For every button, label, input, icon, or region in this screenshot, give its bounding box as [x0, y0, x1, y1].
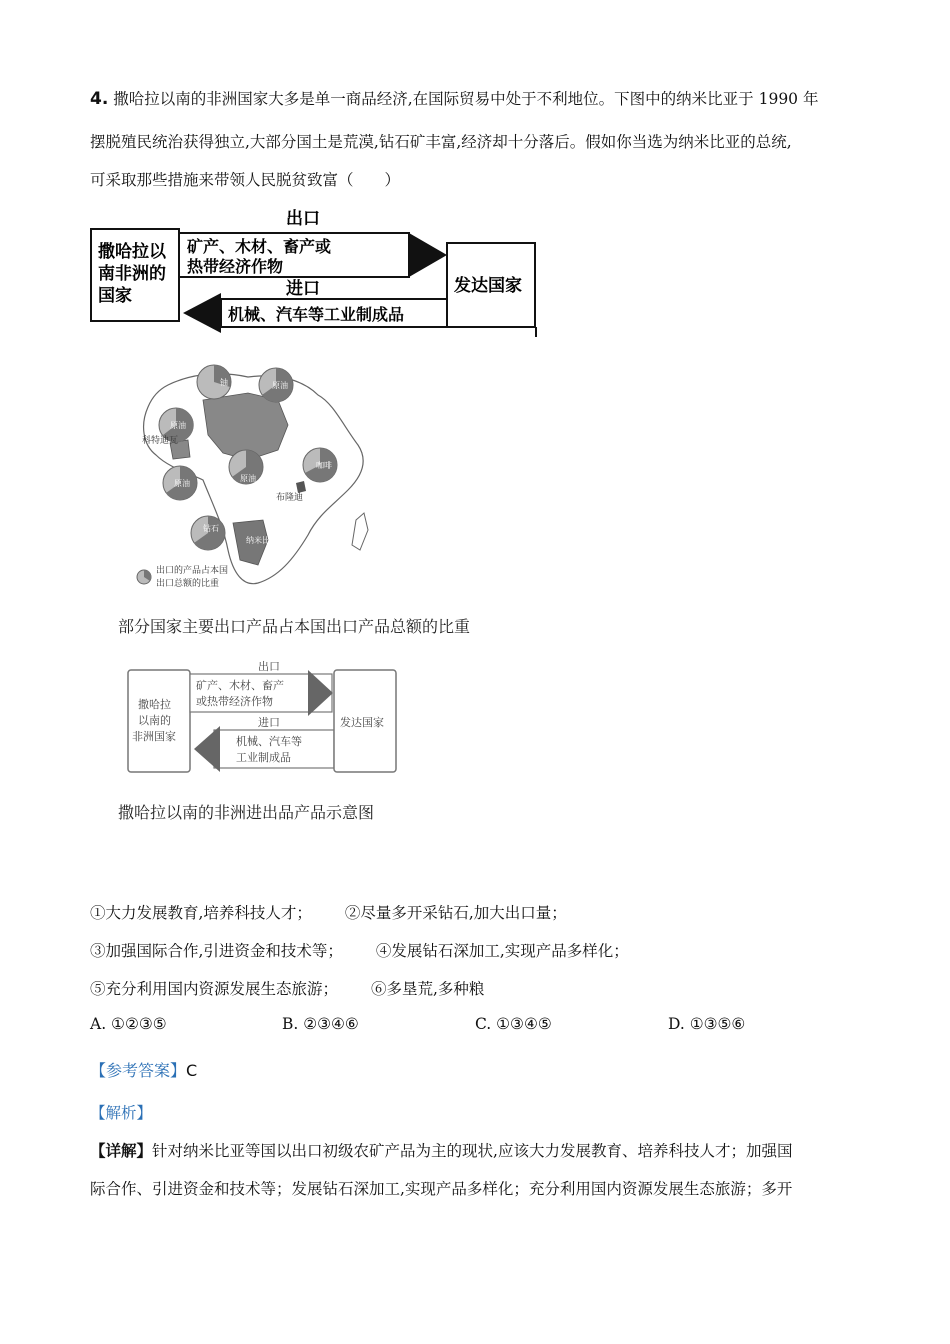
small-import-goods-1: 机械、汽车等	[236, 735, 302, 748]
export-arrow	[409, 233, 447, 277]
answer-tag: 【参考答案】	[90, 1061, 187, 1080]
map-legend	[137, 564, 228, 589]
option-a[interactable]: A. ①②③⑤	[90, 1015, 167, 1033]
pie-label-oil-2: 原油	[170, 421, 186, 430]
import-arrow	[183, 293, 221, 333]
statement-2: ②尽量多开采钻石,加大出口量；	[344, 904, 567, 922]
question-line-2: 摆脱殖民统治获得独立,大部分国土是荒漠,钻石矿丰富,经济却十分落后。假如你当选为纳米比亚的总统,	[90, 133, 792, 151]
small-export-goods-2: 或热带经济作物	[196, 695, 273, 708]
analysis-line-1	[90, 1140, 792, 1162]
label-cote-divoire: 科特迪瓦	[142, 436, 179, 446]
left-box-line-3: 国家	[98, 286, 132, 306]
small-left-line-2: 以南的	[138, 714, 171, 727]
statement-6: ⑥多垦荒,多种粮	[370, 980, 485, 998]
option-c[interactable]: C. ①③④⑤	[475, 1015, 552, 1033]
pie-coffee	[303, 448, 337, 482]
small-right-label: 发达国家	[340, 716, 384, 729]
question-text-1: 撒哈拉以南的非洲国家大多是单一商品经济,在国际贸易中处于不利地位。下图中的纳米比亚于 1990 年	[113, 90, 819, 108]
small-left-line-1: 撒哈拉	[138, 698, 171, 711]
pie-uranium	[197, 365, 231, 399]
trade-diagram-large	[88, 205, 548, 340]
analysis-line-2: 际合作、引进资金和技术等；发展钻石深加工,实现产品多样化；充分利用国内资源发展生态旅游；多开	[90, 1180, 793, 1198]
small-import-goods-2: 工业制成品	[236, 751, 291, 764]
pie-label-coffee: 咖啡	[316, 461, 332, 470]
analysis-tag: 【解析】	[90, 1104, 153, 1122]
pie-label-oil-4: 原油	[240, 474, 256, 483]
right-box-label: 发达国家	[454, 276, 522, 296]
madagascar	[352, 513, 368, 550]
statements-row-2	[90, 940, 629, 962]
trade-caption: 撒哈拉以南的非洲进出品产品示意图	[118, 803, 375, 822]
question-line-1	[90, 88, 818, 110]
pie-oil-4	[229, 450, 263, 484]
left-box-line-1: 撒哈拉以	[98, 242, 166, 262]
pie-oil-3	[163, 466, 197, 500]
export-goods-1: 矿产、木材、畜产或	[187, 237, 332, 256]
small-import-label: 进口	[258, 716, 280, 729]
statement-3: ③加强国际合作,引进资金和技术等；	[90, 942, 343, 960]
africa-export-map	[128, 355, 388, 595]
analysis-text-1: 针对纳米比亚等国以出口初级农矿产品为主的现状,应该大力发展教育、培养科技人才；加强国	[152, 1142, 793, 1160]
left-box-line-2: 南非洲的	[98, 264, 166, 284]
detail-tag: 【详解】	[90, 1141, 153, 1160]
label-burundi: 布隆迪	[276, 493, 304, 503]
answer-row	[90, 1060, 197, 1082]
import-goods: 机械、汽车等工业制成品	[228, 305, 405, 324]
map-caption: 部分国家主要出口产品占本国出口产品总额的比重	[118, 617, 471, 636]
import-label: 进口	[286, 279, 320, 299]
legend-line-2: 出口总额的比重	[156, 579, 220, 589]
answer-value: C	[186, 1061, 198, 1080]
statements-row-3	[90, 978, 484, 1000]
legend-line-1: 出口的产品占本国	[156, 566, 229, 576]
statement-5: ⑤充分利用国内资源发展生态旅游；	[90, 980, 339, 998]
small-export-label: 出口	[258, 660, 280, 673]
export-goods-2: 热带经济作物	[187, 257, 284, 276]
pie-label-oil-3: 原油	[174, 479, 190, 488]
statements-row-1	[90, 902, 567, 924]
option-b[interactable]: B. ②③④⑥	[282, 1015, 359, 1033]
pie-label-oil-1: 原油	[272, 381, 288, 390]
statement-1: ①大力发展教育,培养科技人才；	[90, 904, 312, 922]
option-d[interactable]: D. ①③⑤⑥	[668, 1015, 746, 1033]
small-import-arrow	[194, 726, 220, 772]
pie-diamond	[191, 516, 225, 550]
pie-label-diamond: 钻石	[203, 524, 219, 533]
small-left-line-3: 非洲国家	[132, 730, 176, 743]
export-label: 出口	[286, 209, 320, 229]
label-namibia: 纳米比亚	[246, 536, 278, 545]
question-number: 4.	[90, 89, 109, 109]
analysis-tag-row	[90, 1102, 152, 1124]
question-line-3: 可采取那些措施来带领人民脱贫致富（ ）	[90, 171, 401, 189]
pie-oil-1	[259, 368, 293, 402]
trade-diagram-small	[126, 658, 401, 778]
small-export-goods-1: 矿产、木材、畜产	[196, 679, 284, 692]
pie-label-uranium: 铀	[220, 378, 228, 387]
statement-4: ④发展钻石深加工,实现产品多样化；	[375, 942, 629, 960]
